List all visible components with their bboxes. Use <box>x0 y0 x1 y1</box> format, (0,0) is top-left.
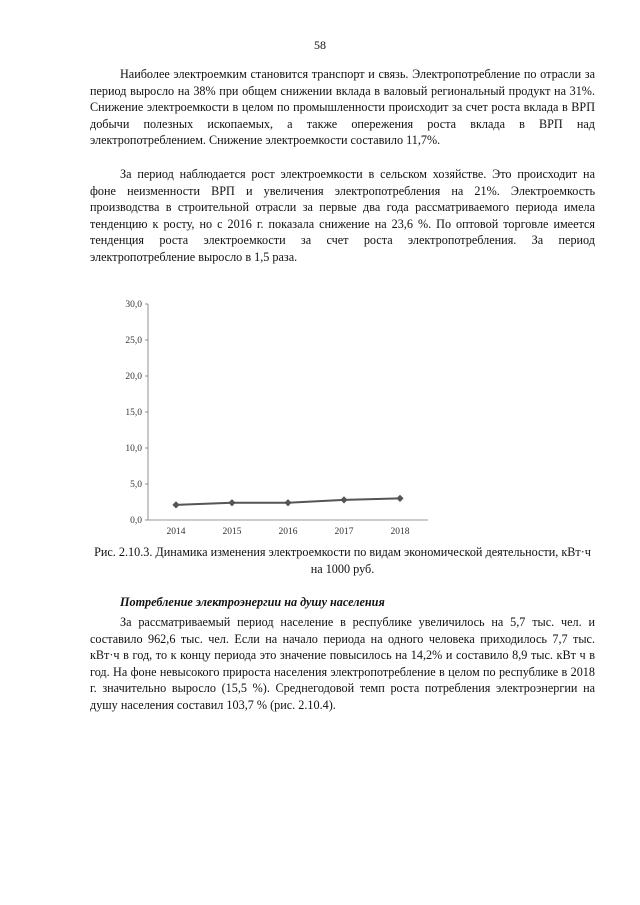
y-tick-label: 20,0 <box>125 372 142 382</box>
y-tick-label: 25,0 <box>125 336 142 346</box>
x-tick-label: 2017 <box>334 527 354 537</box>
line-chart <box>110 292 580 537</box>
data-point <box>340 496 347 503</box>
page-number: 58 <box>314 38 326 52</box>
y-tick-label: 10,0 <box>125 444 142 454</box>
data-point <box>228 499 235 506</box>
x-tick-label: 2014 <box>166 527 186 537</box>
data-point <box>284 499 291 506</box>
paragraph-agriculture: За период наблюдается рост электроемкости в сельском хозяйстве. Это происходит на фоне неизменности ВРП и увеличения электропотребления на 21%. Электроемкость производства в строительной отрасли за первые два года рассматриваемого периода имела тенденцию к росту, но с 2016 г. показала снижение на 23,6 %. По оптовой торговле имеется тенденция роста электроемкости за счет роста электропотребления. За период электропотребление выросло в 1,5 раза. <box>90 167 595 264</box>
data-point <box>172 501 179 508</box>
chart-figure <box>110 292 580 537</box>
figure-caption: Рис. 2.10.3. Динамика изменения электроемкости по видам экономической деятельности, кВт·ч на 1000 руб. <box>94 545 591 576</box>
section-subheading: Потребление электроэнергии на душу населения <box>120 595 385 609</box>
paragraph-population: За рассматриваемый период население в республике увеличилось на 5,7 тыс. чел. и составило 962,6 тыс. чел. Если на начало периода на одного человека приходилось 7,7 тыс. кВт·ч в год, то к концу периода это значение повысилось на 14,2% и составило 8,9 тыс. кВт ч в год. На фоне невысокого прироста населения электропотребление в целом по республике в 2018 г. значительно выросло (15,5 %). Среднегодовой темп роста потребления электроэнергии на душу населения составил 103,7 % (рис. 2.10.4). <box>90 615 595 712</box>
y-tick-label: 30,0 <box>125 300 142 310</box>
data-point <box>396 495 403 502</box>
y-tick-label: 15,0 <box>125 408 142 418</box>
paragraph-transport: Наиболее электроемким становится транспорт и связь. Электропотребление по отрасли за период выросло на 38% при общем снижении вклада в валовый региональный продукт на 31%. Снижение электроемкости в целом по промышленности происходит за счет роста вклада в ВРП добычи полезных ископаемых, а также опережения роста вклада в ВРП над электропотреблением. Снижение электроемкости составило 11,7%. <box>90 67 595 148</box>
y-tick-label: 5,0 <box>130 480 142 490</box>
x-tick-label: 2018 <box>390 527 410 537</box>
x-tick-label: 2015 <box>222 527 242 537</box>
y-tick-label: 0,0 <box>130 516 142 526</box>
x-tick-label: 2016 <box>278 527 298 537</box>
